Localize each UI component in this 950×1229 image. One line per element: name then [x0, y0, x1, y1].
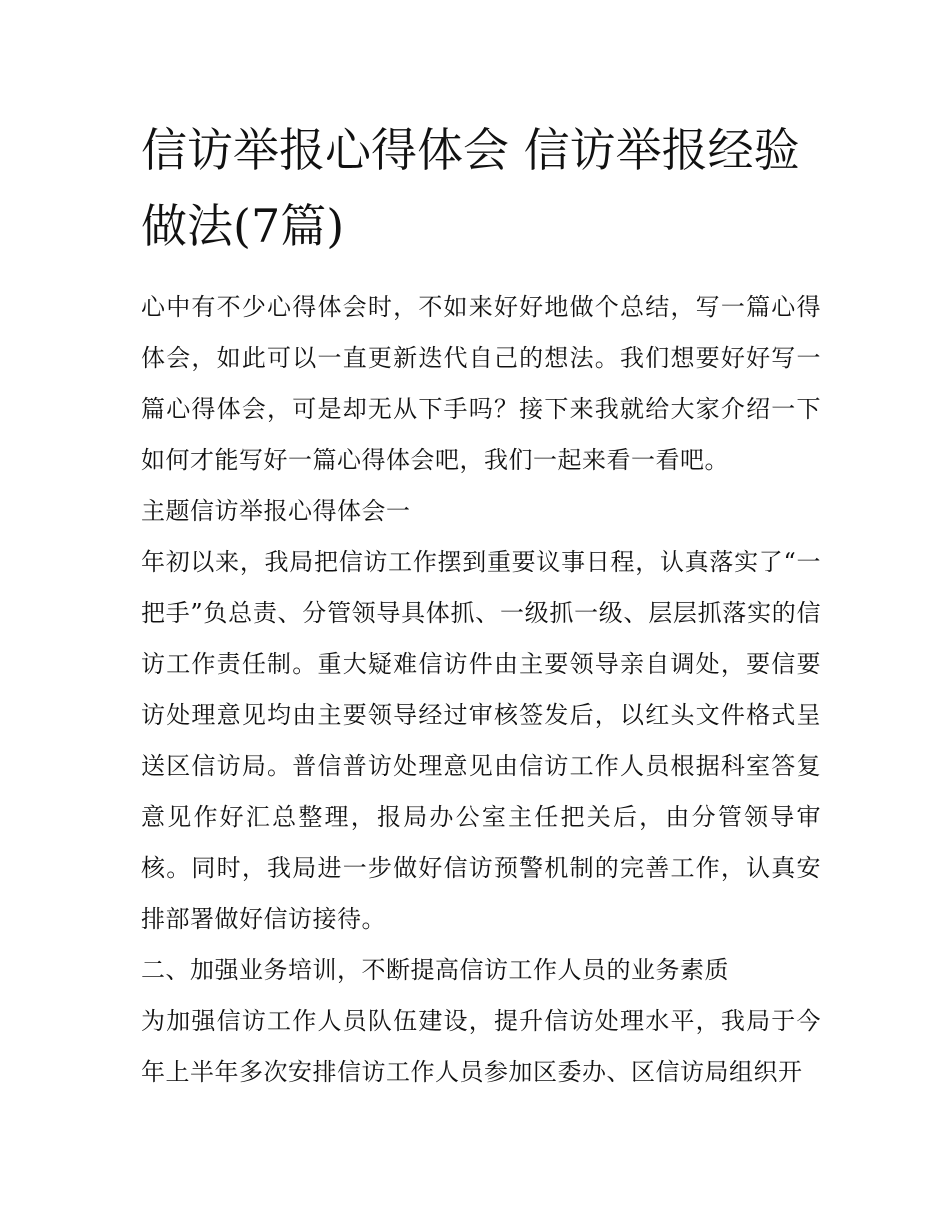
section-heading-theme: 主题信访举报心得体会一 [141, 497, 411, 525]
body-paragraph: 为加强信访工作人员队伍建设，提升信访处理水平，我局于今年上半年多次安排信访工作人员参加区委办、区信访局组织开 [141, 1007, 821, 1086]
intro-paragraph: 心中有不少心得体会时，不如来好好地做个总结，写一篇心得体会，如此可以一直更新迭代自己的想法。我们想要好好写一篇心得体会，可是却无从下手吗？接下来我就给大家介绍一下如何才能写好一篇心得体会吧，我们一起来看一看吧。 [141, 293, 821, 474]
body-paragraph: 年初以来，我局把信访工作摆到重要议事日程，认真落实了“一把手”负总责、分管领导具体抓、一级抓一级、层层抓落实的信访工作责任制。重大疑难信访件由主要领导亲自调处，要信要访处理意见均由主要领导经过审核签发后，以红头文件格式呈送区信访局。普信普访处理意见由信访工作人员根据科室答复意见作好汇总整理，报局办公室主任把关后，由分管领导审核。同时，我局进一步做好信访预警机制的完善工作，认真安排部署做好信访接待。 [141, 548, 821, 933]
document-body [141, 112, 821, 1098]
section-heading-training: 二、加强业务培训，不断提高信访工作人员的业务素质 [141, 956, 729, 984]
document-title: 信访举报心得体会 信访举报经验做法(7篇) [141, 123, 800, 253]
